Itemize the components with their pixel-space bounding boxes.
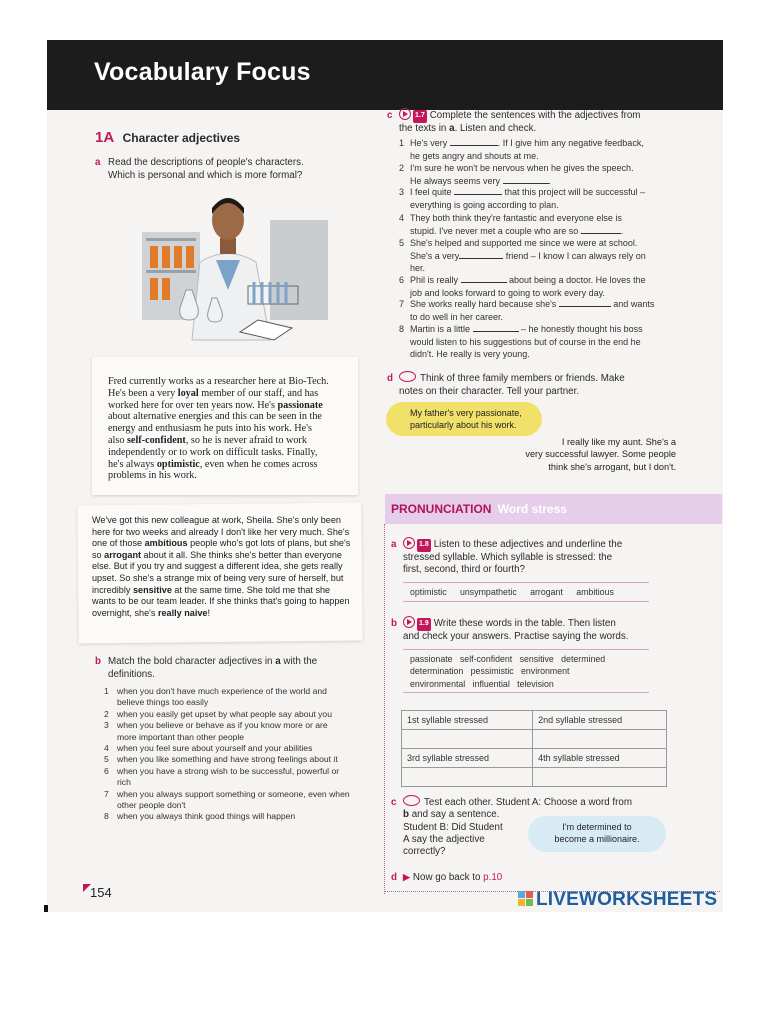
sentence-text: to do well in her career.	[410, 311, 504, 322]
track-number: 1.8	[417, 539, 431, 552]
page-title: Vocabulary Focus	[94, 58, 311, 86]
bold-adjective: ambitious	[144, 538, 188, 549]
table-cell-1st[interactable]	[402, 730, 533, 749]
task-b-letter: b	[95, 656, 101, 667]
text-segment: energy and enthusiasm he puts into his work. He's	[108, 423, 312, 435]
speech-bubble-determined-text: I'm determined to become a millionaire.	[554, 822, 640, 844]
text-line	[92, 515, 364, 527]
pronunciation-title: PRONUNCIATION	[391, 502, 492, 516]
bold-adjective: self-confident	[126, 434, 186, 446]
text-line	[108, 435, 353, 447]
answer-blank[interactable]	[450, 137, 498, 146]
text-line	[92, 527, 364, 539]
divider	[403, 582, 649, 583]
pronunciation-label	[391, 502, 567, 516]
definition-text: when you like something and have strong feelings about it	[117, 754, 338, 765]
pron-b-line-2: and check your answers. Practise saying the words.	[403, 630, 629, 642]
text-line	[92, 538, 364, 550]
text-segment: else. But if you try and suggest a different idea, she gets really	[92, 561, 343, 572]
bold-adjective: loyal	[177, 387, 199, 399]
table-cell-2nd[interactable]	[533, 730, 667, 749]
sentence-item	[399, 274, 669, 299]
text-line	[92, 596, 364, 608]
sentence-item	[399, 186, 669, 211]
definition-number: 8	[104, 811, 109, 822]
reply-aunt-text: I really like my aunt. She's a very successful lawyer. Some people think she's arrogant, but I don't.	[525, 437, 676, 472]
pron-b-letter: b	[391, 618, 397, 629]
table-header-2nd: 2nd syllable stressed	[533, 711, 667, 730]
text-segment: at the same time. She told me that she	[171, 584, 331, 595]
text-segment: independently or to work on difficult tasks. Finally,	[108, 446, 318, 458]
scientist-illustration	[140, 190, 340, 345]
page-link[interactable]: p.10	[483, 872, 503, 883]
definition-item	[104, 754, 374, 765]
pron-c-line-5: correctly?	[403, 846, 446, 858]
task-b-line-1-bold: a	[275, 656, 281, 667]
task-b-line-1-end: with the	[280, 656, 318, 667]
text-line	[108, 388, 353, 400]
text-line	[108, 470, 353, 482]
answer-blank[interactable]	[473, 323, 519, 332]
text-segment: so	[92, 549, 105, 560]
task-c-line-2: the texts in	[399, 122, 450, 134]
play-audio-icon[interactable]	[403, 616, 415, 628]
sentence-item	[399, 212, 669, 237]
sentence-number: 3	[399, 187, 405, 197]
text-segment: member of our staff, and has	[198, 387, 319, 399]
bold-adjective: passionate	[277, 399, 323, 411]
track-number: 1.7	[413, 110, 427, 123]
sentence-text: didn't. He really is very young.	[410, 349, 530, 360]
pron-c-line-3: Student B: Did Student	[403, 821, 503, 833]
pron-a-letter: a	[391, 539, 397, 550]
sheila-description-text	[92, 515, 364, 619]
sentence-text: I'm sure he won't be nervous when he gives the speech.	[410, 163, 634, 173]
speech-bubble-icon	[403, 795, 420, 806]
arrow-right-icon: ▶	[403, 872, 410, 882]
text-segment: about it all. She thinks she's better than everyone	[141, 549, 342, 560]
play-audio-icon[interactable]	[403, 537, 415, 549]
speech-bubble-icon	[399, 371, 416, 382]
divider	[403, 649, 649, 650]
sentence-item	[399, 237, 669, 275]
task-a-letter: a	[95, 157, 101, 168]
text-line	[92, 561, 364, 573]
play-audio-icon[interactable]	[399, 108, 411, 120]
answer-blank[interactable]	[459, 250, 503, 259]
answer-blank[interactable]	[454, 186, 502, 195]
pron-c-line-2-bold: b	[403, 809, 409, 821]
pron-c-letter: c	[391, 797, 397, 808]
definition-item	[104, 789, 374, 812]
text-segment: also	[108, 434, 127, 446]
syllable-stress-table	[401, 710, 667, 787]
pron-d-letter: d	[391, 872, 397, 883]
text-line	[108, 423, 353, 435]
answer-blank[interactable]	[559, 298, 611, 307]
task-c-instructions	[387, 108, 677, 135]
sentence-text: and wants	[610, 299, 655, 309]
liveworksheets-logo	[518, 889, 717, 911]
text-segment: We've got this new colleague at work, Sheila. She's only been	[92, 515, 341, 525]
definition-item	[104, 686, 374, 709]
sentence-text: Phil is really	[410, 275, 461, 285]
sentence-number: 8	[399, 324, 405, 334]
task-a-line-1: Read the descriptions of people's characters.	[108, 157, 304, 168]
text-segment: about alternative energies and this can be seen in the	[108, 411, 322, 423]
definition-item	[104, 811, 374, 822]
text-segment: , so he is never afraid to work	[185, 434, 307, 446]
bold-adjective: arrogant	[104, 549, 142, 560]
definition-number: 7	[104, 788, 109, 799]
sentence-number: 2	[399, 163, 405, 173]
bold-adjective: optimistic	[156, 458, 200, 470]
sentence-text: Martin is a little	[410, 324, 473, 334]
sentence-item	[399, 137, 669, 162]
definition-item	[104, 720, 374, 743]
page-edge-mark	[44, 905, 48, 912]
text-line	[108, 459, 353, 471]
liveworksheets-text: LIVEWORKSHEETS	[536, 889, 718, 910]
pron-b-line-1: Write these words in the table. Then listen	[433, 618, 616, 629]
sentence-text: job and looks forward to going to work every day.	[410, 287, 605, 298]
definition-text: when you have a strong wish to be successful, powerful or	[117, 765, 340, 776]
definition-text: more important than other people	[117, 731, 245, 742]
sentence-text: She's helped and supported me since we were at school.	[410, 238, 638, 248]
text-segment: He's been a very	[108, 387, 178, 399]
sentence-text: would listen to his suggestions but of course in the end he	[410, 336, 641, 347]
sentence-text: He's very	[410, 138, 450, 148]
text-segment: worked here for over ten years now. He's	[108, 399, 278, 411]
sentence-text: They both think they're fantastic and everyone else is	[410, 213, 622, 223]
table-header-1st: 1st syllable stressed	[402, 711, 533, 730]
pron-task-b	[391, 616, 681, 643]
bold-adjective: really naive	[157, 607, 208, 618]
answer-blank[interactable]	[503, 175, 549, 184]
text-segment: incredibly	[92, 584, 133, 595]
text-segment: Fred currently works as a researcher here at Bio-Tech.	[108, 376, 329, 387]
text-line	[108, 411, 353, 423]
task-c-line-2-end: . Listen and check.	[454, 122, 537, 134]
sentence-text: – he honestly thought his boss	[518, 324, 643, 334]
fred-description-text	[108, 376, 353, 482]
divider	[403, 601, 649, 602]
text-line	[92, 585, 364, 597]
definition-item	[104, 709, 374, 720]
bold-adjective: sensitive	[132, 584, 172, 595]
definition-text: when you don't have much experience of the world and	[117, 686, 327, 696]
track-number: 1.9	[417, 618, 431, 631]
sentence-text: .	[548, 175, 552, 186]
sentence-item	[399, 162, 669, 187]
task-a-line-2: Which is personal and which is more formal?	[108, 169, 303, 181]
text-line	[92, 573, 364, 585]
definition-text: when you feel sure about yourself and your abilities	[117, 743, 313, 754]
task-d-instructions	[387, 371, 677, 398]
definition-number: 5	[104, 754, 109, 765]
definition-item	[104, 766, 374, 789]
pron-c-line-2: and say a sentence.	[408, 809, 500, 821]
pron-b-words: passionate self-confident sensitive determined determination pessimistic environment environmental influential television	[410, 654, 606, 689]
definition-number: 6	[104, 765, 109, 776]
task-b-line-2: definitions.	[108, 668, 155, 680]
text-line	[92, 550, 364, 562]
text-segment: wants to be our team leader. If she thinks that's going to happen	[92, 596, 350, 607]
pron-task-a	[391, 537, 681, 577]
section-number: 1A	[95, 129, 115, 146]
sentence-text: that this project will be successful –	[502, 187, 646, 197]
text-segment: upset. So she's a strange mix of being very sure of herself, but	[92, 572, 344, 583]
text-segment: one of those	[92, 538, 145, 549]
sentence-number: 1	[399, 138, 405, 148]
sentence-text: friend – I know I can always rely on	[503, 250, 646, 261]
definition-item	[104, 743, 374, 754]
pronunciation-left-border	[384, 524, 386, 894]
sentence-item	[399, 323, 669, 361]
sentence-number: 6	[399, 275, 405, 285]
definitions-list	[104, 686, 374, 823]
text-segment: he's always	[108, 458, 157, 470]
sentence-text: . If I give him any negative feedback,	[497, 138, 644, 148]
definition-text: when you easily get upset by what people say about you	[117, 708, 332, 719]
section-title: Character adjectives	[122, 131, 241, 145]
sentence-text: about being a doctor. He loves the	[506, 275, 646, 285]
definition-text: rich	[117, 777, 131, 788]
sentence-text: I feel quite	[410, 187, 455, 197]
definition-text: when you always think good things will happen	[117, 811, 296, 822]
sentence-text: She works really hard because she's	[410, 299, 559, 309]
definition-text: when you always support something or someone, even when	[117, 788, 350, 799]
pron-c-line-1: Test each other. Student A: Choose a word from	[424, 797, 633, 808]
sentence-number: 4	[399, 213, 405, 223]
definition-number: 4	[104, 743, 109, 754]
pron-c-line-4: A say the adjective	[403, 833, 485, 845]
task-b-line-1: Match the bold character adjectives in	[108, 656, 276, 667]
table-header-3rd: 3rd syllable stressed	[402, 749, 533, 768]
task-d-line-2: notes on their character. Tell your partner.	[399, 385, 580, 397]
definition-text: believe things too easily	[117, 697, 209, 708]
table-header-4th: 4th syllable stressed	[533, 749, 667, 768]
sentence-item	[399, 298, 669, 323]
text-line	[108, 400, 353, 412]
sentence-number: 5	[399, 238, 405, 248]
pron-a-line-3: first, second, third or fourth?	[403, 564, 525, 575]
task-c-line-2-bold: a	[449, 122, 455, 134]
task-b-instructions	[95, 656, 317, 681]
text-segment: , even when he comes across	[199, 458, 318, 470]
task-c-line-1: Complete the sentences with the adjectives from	[429, 110, 641, 121]
text-segment: overnight, she's	[92, 607, 158, 618]
sentence-text: her.	[410, 263, 426, 274]
pron-a-words: optimistic unsympathetic arrogant ambitious	[410, 587, 614, 597]
definition-text: when you believe or behave as if you know more or are	[117, 720, 328, 731]
sentence-text: everything is going according to plan.	[410, 199, 559, 210]
task-c-letter: c	[387, 110, 393, 121]
table-cell-4th[interactable]	[533, 768, 667, 787]
divider	[403, 692, 649, 693]
pron-a-line-1: Listen to these adjectives and underline the	[433, 539, 623, 550]
pron-d-text: Now go back to	[412, 872, 484, 883]
task-d-letter: d	[387, 373, 393, 384]
task-d-line-1: Think of three family members or friends. Make	[420, 373, 625, 384]
text-segment: here for two weeks and already I don't like her very much. She's	[92, 526, 350, 537]
liveworksheets-badge-icon	[518, 891, 534, 907]
definition-number: 3	[104, 720, 109, 731]
text-line	[108, 447, 353, 459]
page-number: 154	[90, 885, 112, 900]
answer-blank[interactable]	[581, 225, 621, 234]
answer-blank[interactable]	[461, 274, 507, 283]
sentence-text: stupid. I've never met a couple who are so	[410, 225, 581, 236]
sentence-text: She's a very	[410, 250, 460, 261]
definition-number: 2	[104, 708, 109, 719]
table-cell-3rd[interactable]	[402, 768, 533, 787]
sentence-text: .	[620, 225, 624, 236]
text-segment: problems in his work.	[108, 470, 197, 482]
sentence-number: 7	[399, 299, 405, 309]
section-heading	[95, 129, 240, 147]
sentence-text: He always seems very	[410, 175, 503, 186]
sentence-text: he gets angry and shouts at me.	[410, 150, 539, 161]
task-a-instructions	[95, 157, 304, 182]
text-segment: !	[207, 607, 211, 618]
pron-a-line-2: stressed syllable. Which syllable is stressed: the	[403, 551, 613, 563]
text-line	[92, 608, 364, 620]
pron-task-d	[391, 872, 502, 883]
definition-number: 1	[104, 686, 109, 696]
definition-text: other people don't	[117, 800, 186, 811]
text-line	[108, 376, 353, 388]
text-segment: people who's got lots of plans, but she's	[187, 538, 351, 549]
pronunciation-subtitle: Word stress	[497, 502, 567, 516]
speech-bubble-father-text: My father's very passionate, particularly about his work.	[410, 408, 522, 430]
